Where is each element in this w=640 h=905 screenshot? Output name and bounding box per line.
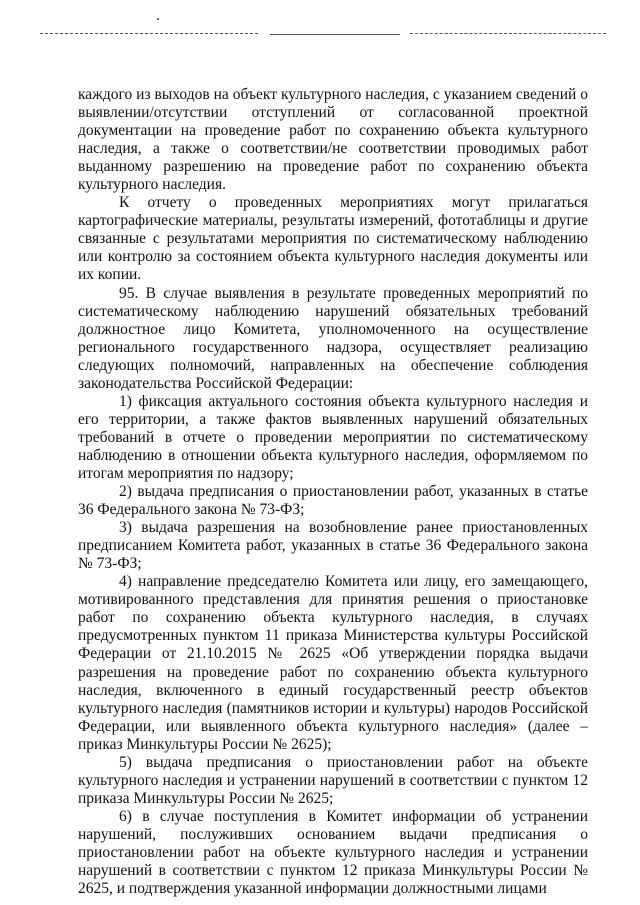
scan-rule-middle <box>270 34 400 35</box>
list-item-4: 4) направление председателю Комитета или лицу, его замещающего, мотивированного представления для принятия решения о приостановке работ по сохранению объекта культурного наследия, в случаях предусмотренных пунктом 11 приказа Министерства культуры Российской Федерации от 21.10.2015 № 2625 «Об утверждении порядка выдачи разрешения на проведение работ по сохранению объекта культурного наследия, включенного в единый государственный реестр объектов культурного наследия (памятников истории и культуры) народов Российской Федерации, или выявленного объекта культурного наследия» (далее – приказ Минкультуры России № 2625); <box>78 573 588 753</box>
list-item-3: 3) выдача разрешения на возобновление ранее приостановленных предписанием Комитета работ, указанных в статье 36 Федерального закона № 73-ФЗ; <box>78 519 588 573</box>
paragraph-report-attachments: К отчету о проведенных мероприятиях могут прилагаться картографические материалы, результаты измерений, фототаблицы и другие связанные с результатами мероприятия по систематическому наблюдению или контролю за состоянием объекта культурного наследия документы или их копии. <box>78 194 588 284</box>
paragraph-item-95: 95. В случае выявления в результате проведенных мероприятий по систематическому наблюдению нарушений обязательных требований должностное лицо Комитета, уполномоченного на осуществление регионального государственного надзора, осуществляет реализацию следующих полномочий, направленных на обеспечение соблюдения законодательства Российской Федерации: <box>78 284 588 392</box>
scan-rule-right <box>410 33 606 34</box>
scan-rule-left <box>40 33 258 34</box>
paragraph-continuation: каждого из выходов на объект культурного наследия, с указанием сведений о выявлении/отсутствии отступлений от согласованной проектной документации на проведение работ по сохранению объекта культурного наследия, а также о соответствии/не соответствии проводимых работ выданному разрешению на проведение работ по сохранению объекта культурного наследия. <box>78 86 588 194</box>
list-item-5: 5) выдача предписания о приостановлении работ на объекте культурного наследия и устранении нарушений в соответствии с пунктом 12 приказа Минкультуры России № 2625; <box>78 753 588 807</box>
list-item-2: 2) выдача предписания о приостановлении работ, указанных в статье 36 Федерального закона № 73-ФЗ; <box>78 483 588 519</box>
list-item-1: 1) фиксация актуального состояния объекта культурного наследия и его территории, а также фактов выявленных нарушений обязательных требований в отчете о проведении мероприятии по систематическому наблюдению в отношении объекта культурного наследия, оформляемом по итогам мероприятия по надзору; <box>78 392 588 482</box>
scan-dot <box>157 18 159 20</box>
list-item-6: 6) в случае поступления в Комитет информации об устранении нарушений, послуживших основанием выдачи предписания о приостановлении работ на объекте культурного наследия и устранении нарушений в соответствии с пунктом 12 приказа Минкультуры России № 2625, и подтверждения указанной информации должностными лицами <box>78 807 588 898</box>
document-body <box>78 86 588 898</box>
